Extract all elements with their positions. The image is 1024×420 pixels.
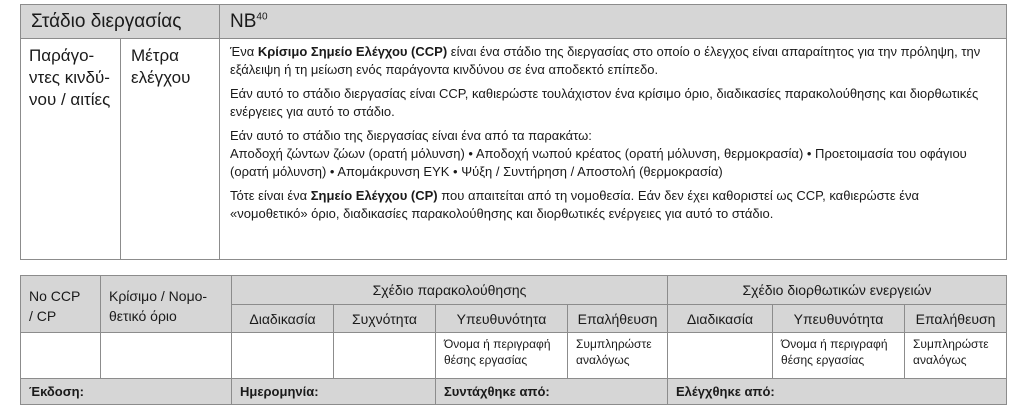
- process-stage-table: [20, 4, 1007, 260]
- hazards-cell: [21, 39, 121, 260]
- control-label-line: ελέγχου: [131, 68, 191, 87]
- corrective-procedure-cell[interactable]: [668, 333, 773, 379]
- cp-definition: Τότε είναι ένα Σημείο Ελέγχου (CP) που απαιτείται από τη νομοθεσία. Εάν δεν έχει καθοριστεί ως CCP, καθιερώστε ένα «νομοθετικό» όριο, διαδικασίες παρακολούθησης και διορθωτικές ενέργειες για αυτό το στάδιο.: [230, 188, 920, 221]
- corrective-responsibility-header: Υπευθυνότητα: [773, 305, 905, 333]
- corrective-responsibility-cell[interactable]: Όνομα ή περιγραφή θέσης εργασίας: [773, 333, 905, 379]
- control-label-line: Μέτρα: [131, 46, 179, 65]
- checked-by-field[interactable]: Ελέγχθηκε από:: [668, 379, 1007, 405]
- haccp-form: [20, 4, 1006, 405]
- ccp-definition: Ένα Κρίσιμο Σημείο Ελέγχου (CCP) είναι ένα στάδιο της διεργασίας στο οποίο ο έλεγχος είναι απαραίτητος για την πρόληψη, την εξάλειψη ή τη μείωση ενός παράγοντα κινδύνου σε ένα αποδεκτό επίπεδο.: [230, 44, 981, 77]
- monitoring-procedure-header: Διαδικασία: [232, 305, 334, 333]
- corrective-plan-header: Σχέδιο διορθωτικών ενεργειών: [668, 276, 1007, 305]
- ccp-number-header: No CCP / CP: [21, 276, 101, 333]
- limit-header: Κρίσιμο / Νομο- θετικό όριο: [101, 276, 232, 333]
- compiled-by-field[interactable]: Συντάχθηκε από:: [436, 379, 668, 405]
- nb-label: NB: [230, 10, 257, 32]
- version-field[interactable]: Έκδοση:: [21, 379, 232, 405]
- monitoring-verification-cell[interactable]: Συμπληρώστε αναλόγως: [568, 333, 668, 379]
- nb-cell: [220, 5, 1007, 39]
- monitoring-frequency-cell[interactable]: [334, 333, 436, 379]
- corrective-procedure-header: Διαδικασία: [668, 305, 773, 333]
- monitoring-frequency-header: Συχνότητα: [334, 305, 436, 333]
- limit-cell[interactable]: [101, 333, 232, 379]
- monitoring-procedure-cell[interactable]: [232, 333, 334, 379]
- control-measures-cell: [121, 39, 220, 260]
- ccp-instruction: Εάν αυτό το στάδιο διεργασίας είναι CCP, καθιερώστε τουλάχιστον ένα κρίσιμο όριο, διαδικασίες παρακολούθησης και διορθωτικές ενέργειες για αυτό το στάδιο.: [230, 86, 979, 119]
- monitoring-verification-header: Επαλήθευση: [568, 305, 668, 333]
- monitoring-responsibility-cell[interactable]: Όνομα ή περιγραφή θέσης εργασίας: [436, 333, 568, 379]
- hazards-label-line: Παράγο-: [29, 46, 95, 65]
- description-cell: [220, 39, 1007, 260]
- cp-stages: Εάν αυτό το στάδιο της διεργασίας είναι ένα από τα παρακάτω: Αποδοχή ζώντων ζώων (ορατή μόλυνση) • Αποδοχή νωπού κρέατος (ορατή μόλυνση, θερμοκρασία) • Προετοιμασία του οφάγιου (ορατή μόλυνση) • Απομάκρυνση ΕΥΚ • Ψύξη / Συντήρηση / Αποστολή (θερμοκρασία): [230, 128, 967, 179]
- nb-footnote: 40: [256, 11, 268, 23]
- corrective-verification-cell[interactable]: Συμπληρώστε αναλόγως: [905, 333, 1007, 379]
- corrective-verification-header: Επαλήθευση: [905, 305, 1007, 333]
- cp-term: Σημείο Ελέγχου (CP): [310, 188, 438, 203]
- ccp-number-cell[interactable]: [21, 333, 101, 379]
- monitoring-responsibility-header: Υπευθυνότητα: [436, 305, 568, 333]
- hazards-label-line: νου / αιτίες: [29, 90, 111, 109]
- date-field[interactable]: Ημερομηνία:: [232, 379, 436, 405]
- monitoring-plan-header: Σχέδιο παρακολούθησης: [232, 276, 668, 305]
- hazards-label-line: ντες κινδύ-: [29, 68, 110, 87]
- stage-label-cell: [21, 5, 220, 39]
- ccp-term: Κρίσιμο Σημείο Ελέγχου (CCP): [257, 44, 448, 59]
- plan-table: [20, 275, 1007, 405]
- stage-label: Στάδιο διεργασίας: [31, 10, 182, 32]
